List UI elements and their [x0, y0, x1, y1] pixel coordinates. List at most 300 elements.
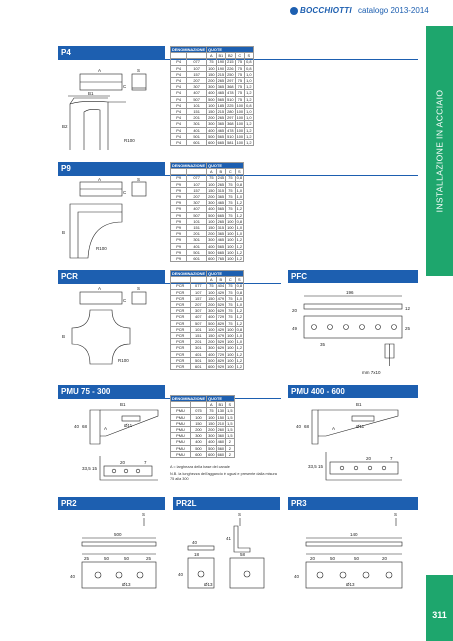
table-cell: PCR — [171, 364, 191, 370]
table-cell: 157 — [190, 295, 207, 301]
table-cell: 100 — [227, 256, 234, 262]
table-cell: 215 — [217, 109, 225, 115]
table-cell: 0,8 — [246, 102, 252, 108]
table-cell: 150 — [190, 420, 206, 426]
table-cell: 729 — [217, 314, 225, 320]
table-cell: 1,2 — [236, 320, 242, 326]
table-header-name: DENOMINAZIONE — [172, 396, 206, 401]
dim-label: 33,5 — [82, 466, 91, 471]
page-number-box — [426, 575, 453, 641]
table-cell: 365 — [217, 194, 225, 200]
table-cell: 1,2 — [236, 364, 242, 370]
table-cell: 077 — [187, 59, 207, 65]
dim-label: S — [137, 177, 141, 182]
table-cell: 829 — [217, 357, 225, 363]
dim-label: 15 — [318, 464, 324, 469]
table-cell: 300 — [208, 345, 215, 351]
table-cell: 100 — [208, 326, 215, 332]
table-cell: 401 — [187, 127, 207, 133]
table-cell: 100 — [208, 102, 215, 108]
table-cell: P9 — [171, 218, 187, 224]
table-cell: 0,8 — [236, 326, 242, 332]
table-cell: 200 — [190, 427, 206, 433]
table-cell: PMU — [171, 408, 191, 414]
table-cell: 407 — [190, 314, 207, 320]
table-cell: 1,2 — [246, 121, 252, 127]
dim-label: A — [332, 426, 336, 431]
table-cell: 478 — [227, 127, 234, 133]
table-cell: P4 — [171, 127, 187, 133]
table-cell: 150 — [208, 295, 215, 301]
dim-label: mm 7x10 — [362, 370, 381, 375]
dim-label: R100 — [96, 246, 107, 251]
table-cell: P9 — [171, 225, 187, 231]
table-cell: 510 — [227, 133, 234, 139]
brand-logo-icon — [290, 7, 298, 15]
table-cell: 1,0 — [236, 187, 242, 193]
table-cell: 1,5 — [227, 433, 233, 439]
spec-table-p9 — [170, 162, 244, 262]
table-cell: 100 — [227, 333, 234, 339]
table-cell: 100 — [227, 225, 234, 231]
table-cell: 501 — [187, 249, 207, 255]
table-cell: 75 — [235, 71, 245, 77]
table-cell: 0,8 — [246, 59, 252, 65]
table-cell: 1,0 — [236, 302, 242, 308]
table-cell: 100 — [208, 65, 215, 71]
table-cell: 150 — [208, 109, 215, 115]
table-cell: P4 — [171, 65, 187, 71]
section-title-pmu400: PMU 400 - 600 — [288, 385, 418, 398]
table-cell: P9 — [171, 212, 187, 218]
dim-label: 35 — [320, 342, 326, 347]
table-cell: 507 — [187, 212, 207, 218]
table-cell: 100 — [227, 345, 234, 351]
table-cell: 401 — [190, 351, 207, 357]
dim-label: A — [98, 177, 102, 182]
table-col-header: C — [226, 277, 236, 283]
table-cell: 1,0 — [246, 78, 252, 84]
table-cell: 368 — [227, 121, 234, 127]
table-cell: 665 — [217, 212, 225, 218]
table-header-name: DENOMINAZIONE — [172, 47, 206, 52]
table-cell: 400 — [208, 206, 215, 212]
dim-label: 18 — [194, 552, 200, 557]
table-cell: 75 — [226, 314, 236, 320]
table-cell: PMU — [171, 414, 191, 420]
section-title-pfc: PFC — [288, 270, 418, 283]
note-length: N.B. la lunghezza dell'aggancio è ugual e presente dalla misura 75 alla 300 — [170, 472, 277, 481]
table-cell: 250 — [227, 71, 234, 77]
dim-label: C — [123, 84, 127, 89]
table-cell: 75 — [226, 181, 236, 187]
dim-label: 15 — [92, 466, 98, 471]
dim-label: A — [104, 426, 108, 431]
table-cell: 185 — [217, 102, 225, 108]
table-cell: PMU — [171, 451, 191, 457]
table-cell: 600 — [208, 451, 215, 457]
dim-label: B1 — [88, 91, 94, 96]
table-cell: 107 — [187, 181, 207, 187]
table-cell: 101 — [187, 218, 207, 224]
table-cell: 529 — [217, 339, 225, 345]
table-cell: 100 — [227, 218, 234, 224]
table-cell: 500 — [208, 357, 215, 363]
table-cell: 401 — [187, 243, 207, 249]
table-cell: 1,2 — [236, 243, 242, 249]
dim-label: 40 — [70, 574, 76, 579]
table-cell: PCR — [171, 345, 191, 351]
table-cell: 200 — [208, 115, 215, 121]
spec-table-pcr — [170, 270, 244, 370]
dim-label: 40 — [294, 574, 300, 579]
table-cell: 307 — [187, 84, 207, 90]
table-row — [171, 256, 244, 262]
table-cell: 101 — [190, 326, 207, 332]
table-cell: 1,2 — [236, 206, 242, 212]
table-cell: 501 — [187, 133, 207, 139]
table-cell: 75 — [226, 295, 236, 301]
table-cell: 215 — [227, 59, 234, 65]
dim-label: C — [123, 190, 127, 195]
table-cell: PCR — [171, 295, 191, 301]
table-cell: 1,2 — [246, 140, 252, 146]
table-header-quote: QUOTE — [207, 163, 244, 169]
table-cell: 75 — [235, 59, 245, 65]
table-cell: 100 — [208, 218, 215, 224]
table-cell: 465 — [217, 90, 225, 96]
table-cell: PCR — [171, 314, 191, 320]
side-tab-label: INSTALLAZIONE IN ACCIAIO — [434, 89, 445, 213]
table-cell: 465 — [217, 127, 225, 133]
table-cell: 150 — [208, 225, 215, 231]
table-cell: 500 — [208, 212, 215, 218]
table-cell: 1,2 — [246, 84, 252, 90]
table-cell: 300 — [208, 200, 215, 206]
table-cell: 560 — [217, 445, 225, 451]
table-cell: 400 — [208, 439, 215, 445]
table-col-header: S — [235, 277, 243, 283]
table-cell: 565 — [217, 243, 225, 249]
table-cell: 245 — [217, 175, 225, 181]
section-title-pr2l: PR2L — [173, 497, 280, 510]
table-cell: 75 — [226, 206, 236, 212]
table-cell: 500 — [208, 320, 215, 326]
dim-label: 25 — [146, 556, 152, 561]
dim-label: B — [62, 334, 66, 339]
table-cell: 75 — [226, 194, 236, 200]
table-cell: 265 — [217, 115, 225, 121]
dim-label: 25 — [405, 326, 411, 331]
table-col-header: B1 — [216, 53, 226, 59]
table-cell: 201 — [190, 339, 207, 345]
table-cell: 600 — [208, 364, 215, 370]
table-cell: 1,2 — [236, 200, 242, 206]
dim-label: 12 — [405, 306, 411, 311]
dim-label: Ø13 — [122, 582, 131, 587]
table-cell: 1,0 — [236, 225, 242, 231]
table-cell: PCR — [171, 333, 191, 339]
table-cell: 500 — [208, 96, 215, 102]
table-cell: 507 — [187, 96, 207, 102]
table-cell: 315 — [217, 225, 225, 231]
table-cell: 200 — [208, 339, 215, 345]
section-title-pr2: PR2 — [58, 497, 165, 510]
table-cell: 75 — [226, 283, 236, 289]
dim-label: Ø11 — [124, 423, 133, 428]
dim-label: 20 — [310, 556, 316, 561]
table-cell: 500 — [208, 133, 215, 139]
drawing-pr3 — [290, 512, 418, 592]
table-cell: 929 — [217, 364, 225, 370]
table-cell: 1,0 — [246, 71, 252, 77]
table-cell: 1,0 — [236, 333, 242, 339]
table-cell: 601 — [187, 256, 207, 262]
table-cell: PMU — [171, 439, 191, 445]
table-col-header: B1 — [216, 402, 226, 408]
table-cell: 365 — [217, 84, 225, 90]
dim-label: Ø13 — [346, 582, 355, 587]
table-cell: 1,2 — [246, 133, 252, 139]
table-cell: 315 — [217, 187, 225, 193]
table-cell: 100 — [236, 127, 244, 133]
table-cell: 75 — [226, 302, 236, 308]
dim-label: B1 — [356, 402, 362, 407]
dim-label: 33,5 — [308, 464, 317, 469]
table-cell: PCR — [171, 320, 191, 326]
table-cell: 460 — [217, 439, 225, 445]
table-cell: 75 — [226, 308, 236, 314]
table-cell: P4 — [171, 71, 187, 77]
table-cell: 207 — [190, 302, 207, 308]
dim-label: 58 — [240, 552, 246, 557]
table-cell: 100 — [236, 115, 244, 121]
drawing-pfc — [290, 286, 418, 376]
table-cell: 400 — [190, 439, 206, 445]
table-cell: PMU — [171, 420, 191, 426]
table-cell: 600 — [190, 451, 206, 457]
section-title-pmu75: PMU 75 - 300 — [58, 385, 165, 398]
table-cell: 100 — [227, 231, 234, 237]
dim-label: 40 — [296, 424, 302, 429]
table-cell: 107 — [187, 65, 207, 71]
table-cell: 1,5 — [227, 408, 233, 414]
table-cell: 207 — [187, 78, 207, 84]
table-cell: 75 — [235, 96, 245, 102]
table-cell: 75 — [207, 59, 217, 65]
table-cell: 265 — [217, 181, 225, 187]
dim-label: 41 — [226, 536, 232, 541]
table-col-header: A — [207, 277, 217, 283]
dim-label: C — [123, 298, 127, 303]
brand-name: BOCCHIOTTI — [300, 6, 352, 15]
dim-label: 20 — [120, 460, 126, 465]
section-title-pr3: PR3 — [288, 497, 418, 510]
table-cell: 429 — [217, 289, 225, 295]
dim-label: Ø11 — [356, 424, 365, 429]
table-cell: 629 — [217, 345, 225, 351]
table-cell: P4 — [171, 90, 187, 96]
dim-label: 50 — [104, 556, 110, 561]
dim-label: A — [98, 286, 102, 291]
table-cell: 1,5 — [227, 420, 233, 426]
dim-label: 7 — [144, 460, 147, 465]
dim-label: 50 — [124, 556, 130, 561]
table-cell: 600 — [208, 256, 215, 262]
spec-table-pmu75 — [170, 395, 235, 458]
table-cell: 75 — [226, 175, 236, 181]
table-cell: 407 — [187, 90, 207, 96]
table-cell: 565 — [217, 133, 225, 139]
dim-label: 20 — [366, 456, 372, 461]
table-cell: 365 — [217, 121, 225, 127]
table-cell: 100 — [227, 357, 234, 363]
table-cell: 210 — [217, 420, 225, 426]
table-cell: 0,8 — [236, 283, 242, 289]
table-cell: 077 — [190, 283, 207, 289]
table-cell: P4 — [171, 78, 187, 84]
table-cell: 365 — [217, 231, 225, 237]
dim-label: A — [98, 68, 102, 73]
table-cell: 200 — [208, 194, 215, 200]
table-col-header: A — [207, 402, 217, 408]
table-row — [171, 364, 244, 370]
table-cell: 307 — [187, 200, 207, 206]
table-cell: 107 — [190, 289, 207, 295]
dim-label: 20 — [382, 556, 388, 561]
dim-label: S — [137, 68, 141, 73]
table-cell: 400 — [208, 90, 215, 96]
table-cell: 400 — [208, 314, 215, 320]
table-cell: P4 — [171, 59, 187, 65]
table-cell: 565 — [217, 206, 225, 212]
table-cell: 1,2 — [236, 351, 242, 357]
table-cell: P4 — [171, 121, 187, 127]
table-cell: 601 — [187, 140, 207, 146]
table-cell: 100 — [208, 181, 215, 187]
table-cell: 75 — [226, 320, 236, 326]
dim-label: B1 — [120, 402, 126, 407]
section-title-pcr: PCR — [58, 270, 165, 283]
table-cell: P9 — [171, 206, 187, 212]
table-cell: 500 — [208, 249, 215, 255]
table-cell: P9 — [171, 200, 187, 206]
table-cell: 300 — [208, 84, 215, 90]
table-cell: 465 — [217, 200, 225, 206]
table-cell: 100 — [227, 243, 234, 249]
table-cell: 400 — [208, 243, 215, 249]
table-col-header: C — [235, 53, 245, 59]
table-cell: 600 — [208, 140, 215, 146]
table-cell: 479 — [217, 295, 225, 301]
table-cell: 75 — [235, 65, 245, 71]
dim-label: S — [394, 512, 398, 517]
table-cell: 368 — [227, 84, 234, 90]
table-cell: 501 — [190, 357, 207, 363]
table-cell: 1,2 — [246, 127, 252, 133]
table-col-header: A — [207, 169, 217, 175]
table-cell: 500 — [208, 445, 215, 451]
table-cell: 207 — [187, 194, 207, 200]
table-cell: 75 — [235, 84, 245, 90]
section-title-p4: P4 — [58, 46, 165, 59]
table-cell: 75 — [226, 187, 236, 193]
table-cell: PCR — [171, 302, 191, 308]
spec-table-p4 — [170, 46, 254, 146]
table-cell: 75 — [235, 78, 245, 84]
table-cell: P4 — [171, 84, 187, 90]
drawing-pr2l — [174, 512, 280, 592]
drawing-pmu75 — [60, 400, 165, 490]
table-cell: 75 — [207, 283, 217, 289]
table-cell: PCR — [171, 357, 191, 363]
table-cell: 077 — [187, 175, 207, 181]
table-cell: 130 — [217, 408, 225, 414]
note-width: A = larghezza della base del canale — [170, 465, 230, 469]
table-cell: 75 — [207, 408, 217, 414]
table-cell: 1,2 — [236, 357, 242, 363]
table-cell: 301 — [187, 237, 207, 243]
table-cell: 1,2 — [246, 96, 252, 102]
drawing-p9 — [60, 178, 165, 263]
dim-label: 196 — [346, 290, 354, 295]
table-cell: 100 — [227, 249, 234, 255]
dim-label: 20 — [292, 308, 298, 313]
table-cell: 190 — [217, 59, 225, 65]
table-cell: 225 — [227, 102, 234, 108]
table-col-header: C — [226, 169, 236, 175]
table-cell: 1,0 — [246, 109, 252, 115]
table-cell: 157 — [187, 187, 207, 193]
side-tab-label-wrap — [426, 26, 453, 276]
table-cell: 400 — [208, 351, 215, 357]
table-cell: 429 — [217, 326, 225, 332]
table-cell: 215 — [217, 71, 225, 77]
table-cell: PMU — [171, 427, 191, 433]
table-cell: 0,8 — [236, 181, 242, 187]
table-cell: 0,8 — [236, 218, 242, 224]
table-cell: 1,5 — [227, 414, 233, 420]
table-cell: 510 — [227, 96, 234, 102]
table-cell: 101 — [187, 102, 207, 108]
table-cell: 2 — [226, 451, 234, 457]
table-cell: 150 — [217, 414, 225, 420]
table-cell: 507 — [190, 320, 207, 326]
table-col-header: B — [216, 169, 226, 175]
table-col-header: B2 — [226, 53, 236, 59]
dim-label: B — [62, 230, 66, 235]
table-cell: 200 — [208, 231, 215, 237]
table-cell: 465 — [217, 237, 225, 243]
table-cell: 665 — [217, 140, 225, 146]
table-cell: 151 — [187, 109, 207, 115]
table-col-header: S — [245, 53, 253, 59]
table-cell: 75 — [226, 289, 236, 295]
drawing-pmu400 — [290, 400, 418, 490]
table-cell: 1,0 — [236, 339, 242, 345]
dim-label: S — [142, 512, 146, 517]
drawing-p4 — [60, 62, 165, 157]
dim-label: 7 — [390, 456, 393, 461]
dim-label: S — [238, 512, 242, 517]
table-cell: 297 — [227, 115, 234, 121]
table-cell: 201 — [187, 115, 207, 121]
dim-label: 40 — [178, 572, 184, 577]
table-cell: 1,0 — [236, 295, 242, 301]
table-cell: 100 — [190, 414, 206, 420]
table-cell: 300 — [208, 237, 215, 243]
table-cell: 100 — [236, 109, 244, 115]
